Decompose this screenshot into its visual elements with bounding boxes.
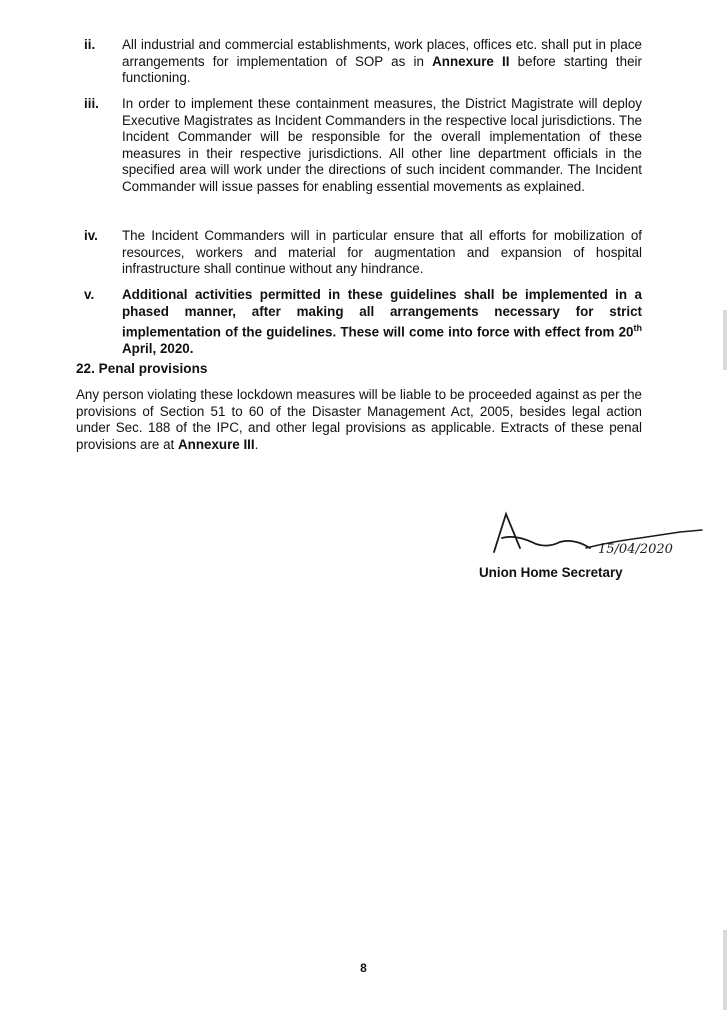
item-text: The Incident Commanders will in particular ensure that all efforts for mobilization of resources, workers and material for augmentation and expansion of hospital infrastructure shall continue without any hindrance.: [122, 228, 642, 277]
item-text: Additional activities permitted in these guidelines shall be implemented in a phased manner, after making all arrangements necessary for strict implementation of the guidelines. These will come into force with effect from 20th April, 2020.: [122, 287, 642, 357]
item-number: ii.: [84, 37, 96, 52]
annexure-reference: Annexure III: [177, 436, 255, 452]
item-number: v.: [84, 287, 95, 302]
list-item-ii: [76, 37, 642, 87]
list-item-v: [76, 287, 642, 358]
signature-date: 15/04/2020: [598, 542, 673, 557]
page-number: 8: [360, 961, 367, 975]
scan-edge-shadow: [723, 930, 727, 1010]
item-number: iv.: [84, 228, 98, 243]
list-item-iii: [76, 96, 642, 196]
section-heading: 22. Penal provisions: [76, 361, 208, 376]
item-number: iii.: [84, 96, 99, 111]
item-text: In order to implement these containment measures, the District Magistrate will deploy Executive Magistrates as Incident Commanders in the respective local jurisdictions. The Incident Commander will be responsible for the overall implementation of these measures in their respective jurisdictions. All other line department officials in the specified area will work under the directions of such incident commander. The Incident Commander will issue passes for enabling essential movements as explained.: [122, 96, 642, 194]
section-paragraph: Any person violating these lockdown measures will be liable to be proceeded against as per the provisions of Section 51 to 60 of the Disaster Management Act, 2005, besides legal action under Sec. 188 of the IPC, and other legal provisions as applicable. Extracts of these penal provisions are at Annexure III.: [76, 387, 642, 452]
item-text: All industrial and commercial establishments, work places, offices etc. shall put in place arrangements for implementation of SOP as in Annexure II before starting their functioning.: [122, 37, 642, 86]
scan-edge-shadow: [723, 310, 727, 370]
list-item-iv: [76, 228, 642, 278]
signature: [490, 508, 710, 568]
signatory-title: Union Home Secretary: [479, 565, 623, 580]
annexure-reference: Annexure II: [432, 53, 510, 69]
